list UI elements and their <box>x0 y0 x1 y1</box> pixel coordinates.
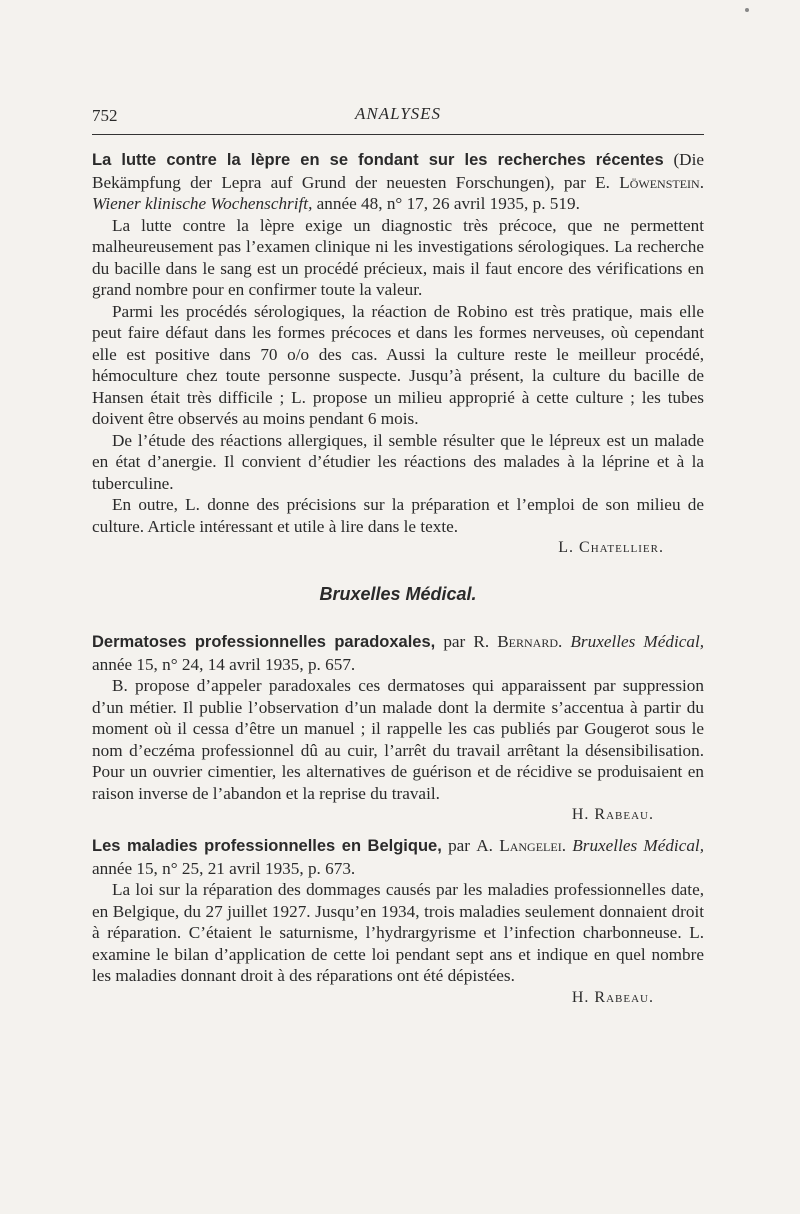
article-author: A. Langelei. <box>476 836 566 855</box>
article-journal: Wiener klinische Wochenschrift, <box>92 194 313 213</box>
article-paragraph: B. propose d’appeler paradoxales ces dermatoses qui apparaissent par suppression d’un métier. Il publie l’observation d’un malade dont la dermite s’accentua à partir du moment où il cessa d’être un manuel ; il rappelle les cas publiés par Gougerot sous le nom d’eczéma professionnel dû au cuir, l’arrêt du travail arrêtant la désensibilisation. Pour un ouvrier cimentier, les alternatives de guérison et de récidive se produisaient en raison inverse de l’abandon et la reprise du travail. <box>92 676 704 803</box>
article-citation: année 48, n° 17, 26 avril 1935, p. 519. <box>316 194 580 213</box>
article-by: par <box>448 836 471 855</box>
article-belgium <box>92 835 704 1008</box>
article-signature: H. Rabeau. <box>571 806 654 823</box>
journal-page <box>92 100 704 1008</box>
article-dermatoses <box>92 631 704 825</box>
article-paragraph: De l’étude des réactions allergiques, il semble résulter que le lépreux est un malade en état d’anergie. Il convient d’étudier les réactions des malades à la léprine et à la tuberculine. <box>92 430 704 493</box>
article-citation: année 15, n° 25, 21 avril 1935, p. 673. <box>92 858 356 878</box>
article-title: Dermatoses professionnelles paradoxales, <box>92 633 436 651</box>
page-number: 752 <box>92 106 118 125</box>
article-citation: année 15, n° 24, 14 avril 1935, p. 657. <box>92 654 356 674</box>
article-journal: Bruxelles Médical, <box>572 836 705 855</box>
article-title: Les maladies professionnelles en Belgique, <box>92 837 442 855</box>
article-paragraph: En outre, L. donne des précisions sur la préparation et l’emploi de son milieu de culture. Article intéressant et utile à lire dans le texte. <box>92 495 704 536</box>
article-reference <box>92 631 704 675</box>
article-reference <box>92 149 704 215</box>
article-german-title: (Die Bekämpfung der Lepra auf Grund der neuesten Forschungen), par <box>92 150 704 192</box>
article-journal: Bruxelles Médical, <box>570 632 705 651</box>
article-leprosy <box>92 149 704 558</box>
running-title: ANALYSES <box>354 104 442 123</box>
article-title: La lutte contre la lèpre en se fondant sur les recherches récentes <box>92 151 664 169</box>
page-speck <box>745 8 749 12</box>
page-header <box>92 100 704 130</box>
header-rule <box>92 134 704 135</box>
article-signature: H. Rabeau. <box>571 988 654 1006</box>
article-paragraph: La loi sur la réparation des dommages causés par les maladies professionnelles date, en Belgique, du 27 juillet 1927. Jusqu’en 1934, trois maladies seulement donnaient droit à réparation. C’étaient le saturnisme, l’hydrargyrisme et l’infection charbonneuse. L. examine le bilan d’application de cette loi pendant sept ans et indique en quel nombre les maladies donnant droit à des réparations ont été dépistées. <box>92 880 704 985</box>
section-heading: Bruxelles Médical. <box>319 584 477 604</box>
article-signature: L. Chatellier. <box>558 539 664 556</box>
article-author: E. Löwenstein. <box>595 172 705 192</box>
article-by: par <box>443 632 466 651</box>
article-paragraph: Parmi les procédés sérologiques, la réaction de Robino est très pratique, mais elle peut faire défaut dans les formes précoces et dans les formes nerveuses, où cependant elle est positive dans 70 o/o des cas. Aussi la culture reste le meilleur procédé, hémoculture chez toute personne suspecte. Jusqu’à présent, la culture du bacille de Hansen était très difficile ; L. propose un milieu approprié à cette culture ; les tubes doivent être observés au moins pendant 6 mois. <box>92 301 704 428</box>
article-paragraph: La lutte contre la lèpre exige un diagnostic très précoce, que ne permettent malheureusement pas l’examen clinique ni les investigations sérologiques. La recherche du bacille dans le sang est un procédé précieux, mais il faut encore des vérifications en grand nombre pour en confirmer toute la valeur. <box>92 215 704 299</box>
article-author: R. Bernard. <box>473 632 563 651</box>
article-reference <box>92 835 704 879</box>
